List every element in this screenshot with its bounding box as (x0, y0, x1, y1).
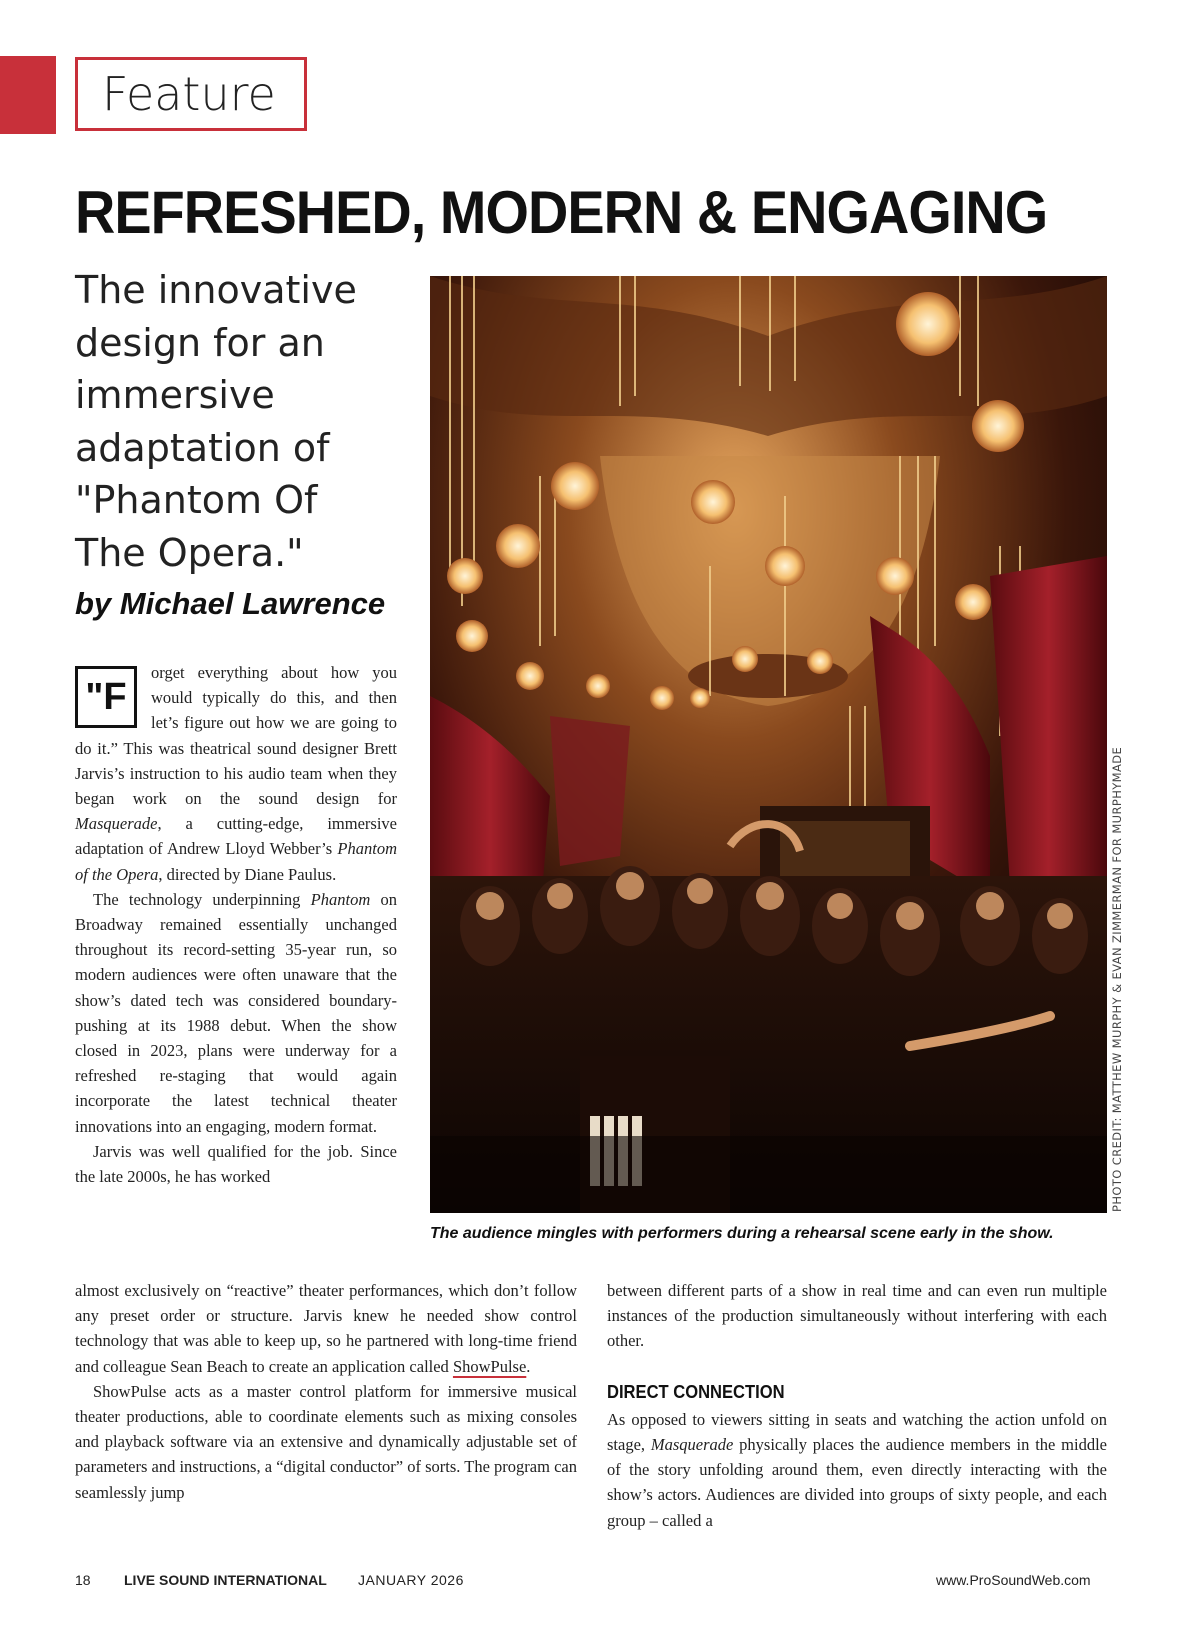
photo-credit: PHOTO CREDIT: MATTHEW MURPHY & EVAN ZIMMERMAN FOR MURPHYMADE (1110, 746, 1124, 1212)
feature-photo (430, 276, 1107, 1213)
paragraph-4-cont: between different parts of a show in real time and can even run multiple instances of the production simultaneously without interfering with each other. (607, 1281, 1107, 1351)
section-color-tab (0, 56, 56, 134)
paragraph-1: orget everything about how you would typically do this, and then let’s figure out how we are going to do it.” This was theatrical sound designer Brett Jarvis’s instruction to his audio team when they began work on the sound design for Masquerade, a cutting-edge, immersive adaptation of Andrew Lloyd Webber’s Phantom of the Opera, directed by Diane Paulus. (75, 663, 397, 884)
paragraph-5: As opposed to viewers sitting in seats and watching the action unfold on stage, Masquerade physically places the audience members in the middle of the story unfolding around them, even directly interacting with the show’s actors. Audiences are divided into groups of sixty people, and each group – called a (607, 1409, 1107, 1530)
issue-date: JANUARY 2026 (358, 1572, 464, 1588)
paragraph-4: ShowPulse acts as a master control platform for immersive musical theater productions, able to coordinate elements such as mixing consoles and playback software via an extensive and dynamically adjustable set of parameters and instructions, a “digital conductor” of sorts. The program can seamlessly jump (75, 1381, 577, 1502)
page-number: 18 (75, 1572, 91, 1588)
paragraph-2: The technology underpinning Phantom on Broadway remained essentially unchanged throughout its record-setting 35-year run, so modern audiences were often unaware that the show’s dated tech was considered boundary-pushing at its 1988 debut. When the show closed in 2023, plans were underway for a refreshed re-staging that would again incorporate the latest technical theater innovations into an engaging, modern format. (75, 889, 397, 1136)
section-label: Feature (75, 57, 307, 131)
deck-subtitle: The innovative design for an immersive adaptation of "Phantom Of The Opera." (75, 268, 357, 575)
showpulse-link[interactable]: ShowPulse (452, 1356, 527, 1376)
byline: by Michael Lawrence (75, 586, 386, 621)
paragraph-3-start: Jarvis was well qualified for the job. Since the late 2000s, he has worked (75, 1141, 397, 1187)
article-column-2 (75, 1278, 577, 1505)
paragraph-3-cont: almost exclusively on “reactive” theater performances, which don’t follow any preset order or structure. Jarvis knew he needed show control technology that was able to keep up, so he partnered with long-time friend and colleague Sean Beach to create an application called ShowPulse. (75, 1281, 577, 1376)
magazine-name: LIVE SOUND INTERNATIONAL (124, 1572, 327, 1588)
section-subhead: DIRECT CONNECTION (607, 1381, 785, 1402)
headline: REFRESHED, MODERN & ENGAGING (75, 179, 1048, 246)
article-column-1 (75, 660, 397, 1189)
photo-caption: The audience mingles with performers during a rehearsal scene early in the show. (430, 1225, 1054, 1242)
chandelier-theater-photo (430, 276, 1107, 1213)
website-link[interactable]: www.ProSoundWeb.com (936, 1572, 1091, 1588)
article-column-3 (607, 1278, 1107, 1533)
drop-cap: "F (75, 666, 137, 728)
